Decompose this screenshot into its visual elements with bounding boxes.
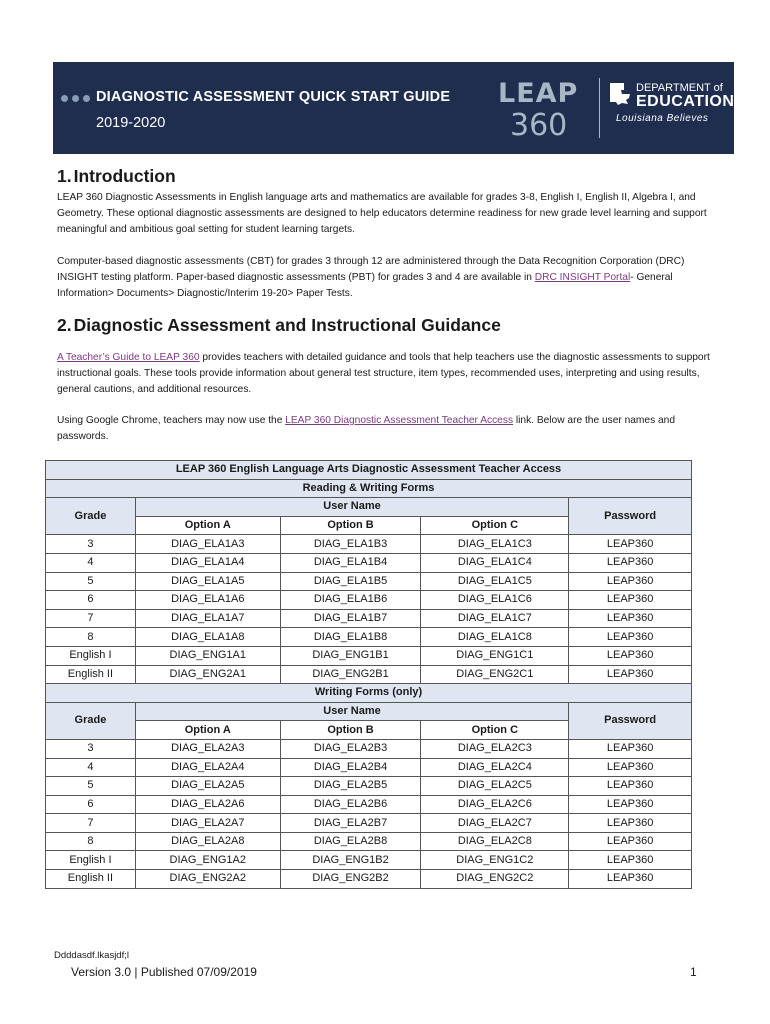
doe-tagline: Louisiana Believes [616, 113, 709, 124]
user-option-a-cell: DIAG_ELA1A5 [135, 572, 280, 591]
table-row [46, 646, 692, 665]
user-option-a-cell: DIAG_ELA2A6 [135, 795, 280, 814]
table-row [46, 591, 692, 610]
user-option-a-cell: DIAG_ELA2A4 [135, 758, 280, 777]
user-option-a-cell: DIAG_ENG2A1 [135, 665, 280, 684]
table-row [46, 572, 692, 591]
password-cell: LEAP360 [569, 870, 692, 889]
user-option-a-cell: DIAG_ELA1A3 [135, 535, 280, 554]
louisiana-state-icon [609, 82, 631, 106]
grade-header: Grade [46, 702, 136, 739]
option-header: Option A [135, 516, 280, 535]
password-cell: LEAP360 [569, 777, 692, 796]
user-option-b-cell: DIAG_ELA2B4 [280, 758, 421, 777]
leap-logo-number: 360 [510, 108, 568, 143]
user-option-c-cell: DIAG_ELA2C5 [421, 777, 569, 796]
section-title-row [46, 479, 692, 498]
user-option-c-cell: DIAG_ENG2C2 [421, 870, 569, 889]
user-option-c-cell: DIAG_ENG1C2 [421, 851, 569, 870]
user-option-c-cell: DIAG_ELA2C7 [421, 814, 569, 833]
password-cell: LEAP360 [569, 591, 692, 610]
grade-cell: 7 [46, 814, 136, 833]
doe-department-label: DEPARTMENT of [636, 82, 723, 94]
user-option-a-cell: DIAG_ELA2A3 [135, 739, 280, 758]
user-option-c-cell: DIAG_ELA1C4 [421, 553, 569, 572]
intro-paragraph-1: LEAP 360 Diagnostic Assessments in English language arts and mathematics are available for grades 3-8, English I, English II, Algebra I, and Geometry. These optional diagnostic assessments are designed to help educators determine readiness for new grade level learning and support meaningful and ambitious goal setting for student learning targets. [57, 192, 707, 235]
drc-insight-portal-link[interactable]: DRC INSIGHT Portal [534, 272, 631, 283]
user-option-b-cell: DIAG_ELA1B3 [280, 535, 421, 554]
grade-cell: 6 [46, 795, 136, 814]
grade-cell: 7 [46, 609, 136, 628]
grade-cell: English II [46, 665, 136, 684]
credentials-table-body [46, 461, 692, 889]
user-option-a-cell: DIAG_ENG1A1 [135, 646, 280, 665]
user-option-c-cell: DIAG_ELA2C4 [421, 758, 569, 777]
footer-note: Ddddasdf.lkasjdf;l [54, 950, 129, 961]
table-row [46, 777, 692, 796]
user-option-b-cell: DIAG_ELA2B7 [280, 814, 421, 833]
footer-version: Version 3.0 | Published 07/09/2019 [71, 965, 257, 979]
user-option-a-cell: DIAG_ENG1A2 [135, 851, 280, 870]
user-option-a-cell: DIAG_ELA1A8 [135, 628, 280, 647]
user-option-a-cell: DIAG_ELA2A8 [135, 832, 280, 851]
header-row [46, 498, 692, 517]
user-option-a-cell: DIAG_ELA2A7 [135, 814, 280, 833]
password-header: Password [569, 498, 692, 535]
password-cell: LEAP360 [569, 628, 692, 647]
password-header: Password [569, 702, 692, 739]
table-row [46, 665, 692, 684]
password-cell: LEAP360 [569, 758, 692, 777]
user-option-c-cell: DIAG_ELA1C6 [421, 591, 569, 610]
section-2-title: Diagnostic Assessment and Instructional Guidance [73, 315, 501, 335]
user-name-header: User Name [135, 498, 568, 517]
credentials-table [45, 460, 692, 889]
password-cell: LEAP360 [569, 795, 692, 814]
guidance-paragraph-2-text-b: link. Below are the user names and passwords. [57, 415, 676, 442]
password-cell: LEAP360 [569, 832, 692, 851]
section-1-heading [57, 166, 176, 187]
option-header: Option A [135, 721, 280, 740]
user-option-c-cell: DIAG_ELA2C3 [421, 739, 569, 758]
teachers-guide-link[interactable]: A Teacher’s Guide to LEAP 360 [57, 352, 200, 363]
user-option-b-cell: DIAG_ELA1B8 [280, 628, 421, 647]
user-option-c-cell: DIAG_ELA1C7 [421, 609, 569, 628]
table-row [46, 870, 692, 889]
intro-paragraph-2-text-b: - General Information> Documents> Diagnostic/Interim 19-20> Paper Tests. [57, 272, 673, 299]
header-banner [53, 62, 734, 154]
guide-title: DIAGNOSTIC ASSESSMENT QUICK START GUIDE [96, 89, 451, 105]
grade-cell: English II [46, 870, 136, 889]
grade-cell: 8 [46, 628, 136, 647]
user-option-c-cell: DIAG_ELA1C8 [421, 628, 569, 647]
user-option-b-cell: DIAG_ELA1B6 [280, 591, 421, 610]
section-title-row [46, 684, 692, 703]
user-option-a-cell: DIAG_ENG2A2 [135, 870, 280, 889]
password-cell: LEAP360 [569, 851, 692, 870]
user-option-a-cell: DIAG_ELA1A4 [135, 553, 280, 572]
user-option-b-cell: DIAG_ELA2B3 [280, 739, 421, 758]
password-cell: LEAP360 [569, 535, 692, 554]
table-row [46, 628, 692, 647]
page-number: 1 [690, 965, 697, 979]
guidance-paragraph-1-text: provides teachers with detailed guidance and tools that help teachers use the diagnostic assessments to support instructional goals. These tools provide information about general test structure, item types, recommended uses, interpreting and using results, general cautions, and additional resources. [57, 352, 710, 395]
intro-paragraph-2-text-a: Computer-based diagnostic assessments (CBT) for grades 3 through 12 are administered through the Data Recognition Corporation (DRC) INSIGHT testing platform. Paper-based diagnostic assessments (PBT) for grades 3 and 4 are available in [57, 256, 685, 283]
grade-cell: 3 [46, 739, 136, 758]
password-cell: LEAP360 [569, 814, 692, 833]
user-option-b-cell: DIAG_ENG1B2 [280, 851, 421, 870]
user-option-b-cell: DIAG_ENG2B2 [280, 870, 421, 889]
user-option-c-cell: DIAG_ELA1C5 [421, 572, 569, 591]
table-row [46, 758, 692, 777]
option-header: Option B [280, 516, 421, 535]
intro-paragraph-2 [57, 254, 721, 302]
grade-cell: 3 [46, 535, 136, 554]
user-option-b-cell: DIAG_ELA1B7 [280, 609, 421, 628]
password-cell: LEAP360 [569, 665, 692, 684]
doe-education-label: EDUCATION [636, 93, 735, 110]
grade-cell: 5 [46, 777, 136, 796]
table-row [46, 535, 692, 554]
user-option-c-cell: DIAG_ELA2C6 [421, 795, 569, 814]
logo-divider [599, 78, 600, 138]
section-1-title: Introduction [73, 166, 176, 186]
section-2-number: 2. [57, 315, 72, 335]
user-option-a-cell: DIAG_ELA1A6 [135, 591, 280, 610]
section-title: Writing Forms (only) [46, 684, 692, 703]
section-1-number: 1. [57, 166, 72, 186]
guidance-paragraph-2 [57, 413, 721, 445]
dots-icon [61, 95, 90, 102]
password-cell: LEAP360 [569, 739, 692, 758]
table-row [46, 609, 692, 628]
guide-year: 2019-2020 [96, 115, 166, 131]
grade-cell: English I [46, 646, 136, 665]
user-option-b-cell: DIAG_ELA2B8 [280, 832, 421, 851]
password-cell: LEAP360 [569, 646, 692, 665]
user-option-b-cell: DIAG_ENG1B1 [280, 646, 421, 665]
user-option-b-cell: DIAG_ELA2B6 [280, 795, 421, 814]
grade-header: Grade [46, 498, 136, 535]
user-name-header: User Name [135, 702, 568, 721]
leap-360-logo [498, 78, 598, 142]
table-row [46, 553, 692, 572]
table-row [46, 851, 692, 870]
grade-cell: 6 [46, 591, 136, 610]
table-row [46, 795, 692, 814]
grade-cell: 4 [46, 758, 136, 777]
user-option-c-cell: DIAG_ELA1C3 [421, 535, 569, 554]
password-cell: LEAP360 [569, 553, 692, 572]
grade-cell: 8 [46, 832, 136, 851]
option-header: Option B [280, 721, 421, 740]
user-option-c-cell: DIAG_ENG2C1 [421, 665, 569, 684]
password-cell: LEAP360 [569, 572, 692, 591]
table-title-row [46, 461, 692, 480]
user-option-c-cell: DIAG_ENG1C1 [421, 646, 569, 665]
section-title: Reading & Writing Forms [46, 479, 692, 498]
option-header: Option C [421, 721, 569, 740]
table-row [46, 832, 692, 851]
guidance-paragraph-1 [57, 350, 721, 398]
grade-cell: 5 [46, 572, 136, 591]
teacher-access-link[interactable]: LEAP 360 Diagnostic Assessment Teacher Access [285, 415, 514, 426]
user-option-b-cell: DIAG_ELA1B4 [280, 553, 421, 572]
leap-logo-word: LEAP [498, 78, 579, 109]
user-option-b-cell: DIAG_ELA2B5 [280, 777, 421, 796]
table-title: LEAP 360 English Language Arts Diagnostic Assessment Teacher Access [46, 461, 692, 480]
password-cell: LEAP360 [569, 609, 692, 628]
table-row [46, 739, 692, 758]
table-row [46, 814, 692, 833]
guidance-paragraph-2-text-a: Using Google Chrome, teachers may now use the [57, 415, 286, 426]
section-2-heading [57, 315, 501, 336]
user-option-c-cell: DIAG_ELA2C8 [421, 832, 569, 851]
user-option-b-cell: DIAG_ENG2B1 [280, 665, 421, 684]
grade-cell: 4 [46, 553, 136, 572]
header-row [46, 702, 692, 721]
grade-cell: English I [46, 851, 136, 870]
option-header: Option C [421, 516, 569, 535]
user-option-b-cell: DIAG_ELA1B5 [280, 572, 421, 591]
user-option-a-cell: DIAG_ELA2A5 [135, 777, 280, 796]
user-option-a-cell: DIAG_ELA1A7 [135, 609, 280, 628]
